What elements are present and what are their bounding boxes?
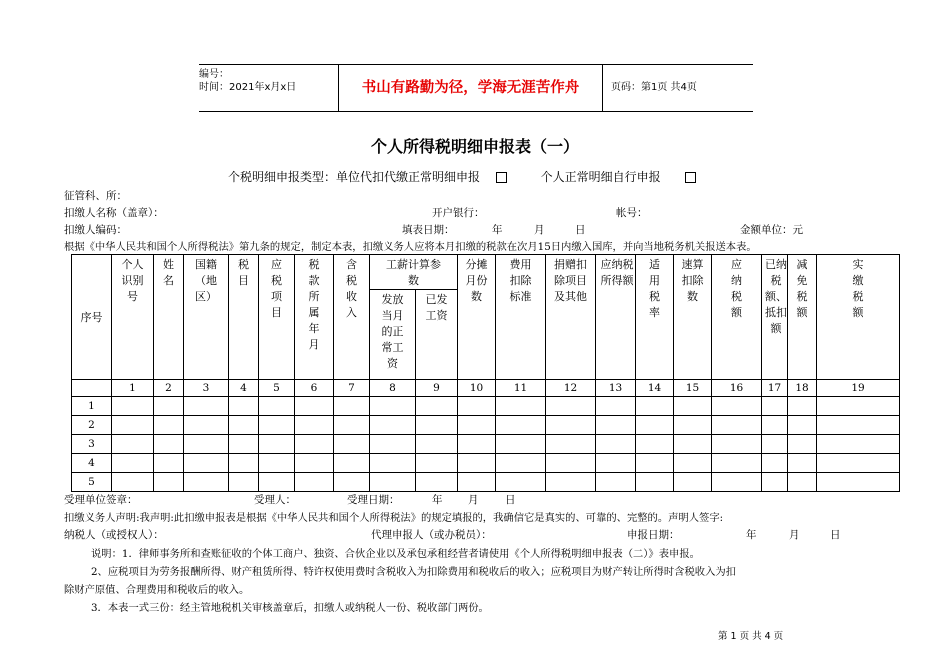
table-cell[interactable] [712,397,762,416]
table-cell[interactable] [229,454,259,473]
col-number: 17 [762,380,788,397]
declaration-table [71,254,900,492]
col-header-6: 税款所属年月 [295,255,334,380]
table-cell[interactable] [817,454,900,473]
table-cell[interactable] [788,454,817,473]
col-number-blank [72,380,112,397]
table-cell[interactable] [636,435,674,454]
accept-date-month: 月 [468,494,479,506]
note-3: 3．本表一式三份：经主管地税机关审核盖章后，扣缴人或纳税人一份、税收部门两份。 [91,602,489,614]
col-number: 13 [596,380,636,397]
col-number: 1 [112,380,154,397]
withholder-code-label: 扣缴人编码： [64,224,127,236]
table-cell[interactable] [184,454,229,473]
table-cell[interactable] [334,473,370,492]
fill-date-year: 年 [492,224,503,236]
withholder-name-label: 扣缴人名称（盖章）： [64,207,164,219]
table-cell[interactable] [416,416,458,435]
page-footer: 第 1 页 共 4 页 [718,631,784,642]
table-row [72,397,900,416]
table-cell[interactable] [712,416,762,435]
table-cell[interactable] [496,435,546,454]
table-cell[interactable] [295,473,334,492]
table-cell[interactable] [416,435,458,454]
taxpayer-label: 纳税人（或授权人）： [64,529,164,541]
table-cell[interactable] [259,397,295,416]
col-header-10: 分摊月份数 [458,255,496,380]
table-cell[interactable] [458,435,496,454]
table-cell[interactable] [112,454,154,473]
col-number: 14 [636,380,674,397]
fill-date-label: 填表日期： [402,224,455,236]
col-header-13: 应纳税所得额 [596,255,636,380]
col-number: 15 [674,380,712,397]
table-cell[interactable] [596,397,636,416]
table-cell[interactable] [259,454,295,473]
table-cell[interactable] [762,454,788,473]
table-cell[interactable] [370,435,416,454]
col-header-18: 减免税额 [788,255,817,380]
table-cell[interactable] [817,397,900,416]
amount-unit: 金额单位：元 [740,224,803,236]
col-header-9: 已发工资 [416,290,458,380]
table-cell[interactable] [496,397,546,416]
table-cell[interactable] [546,416,596,435]
column-number-row [72,380,900,397]
table-cell[interactable] [788,435,817,454]
note-1: 说明：1．律师事务所和查账征收的个体工商户、独资、合伙企业以及承包承租经营者请使用《个人所得税明细申报表（二）》表申报。 [91,548,700,560]
table-cell[interactable] [712,435,762,454]
col-number: 10 [458,380,496,397]
col-number: 16 [712,380,762,397]
table-cell[interactable] [259,435,295,454]
table-cell[interactable] [817,416,900,435]
col-header-5: 应税项目 [259,255,295,380]
table-cell[interactable] [259,416,295,435]
tax-office-label: 征管科、所： [64,190,127,202]
agent-label: 代理申报人（或办税员）： [371,529,492,541]
table-cell[interactable] [112,397,154,416]
col-number: 4 [229,380,259,397]
col-number: 18 [788,380,817,397]
declare-date-day: 日 [830,529,841,541]
col-number: 7 [334,380,370,397]
motto: 书山有路勤为径，学海无涯苦作舟 [338,65,603,111]
table-cell[interactable] [762,435,788,454]
accept-unit-label: 受理单位签章： [64,494,138,506]
table-cell[interactable] [229,473,259,492]
table-cell[interactable] [636,454,674,473]
table-cell[interactable] [788,473,817,492]
header-meta [199,65,338,114]
table-cell[interactable] [229,416,259,435]
table-cell[interactable] [295,435,334,454]
col-header-11: 费用扣除标准 [496,255,546,380]
col-header-19: 实缴税额 [817,255,900,380]
bank-label: 开户银行： [432,207,485,219]
acceptor-label: 受理人： [254,494,296,506]
document-header [199,64,753,112]
serial-label: 编号： [199,69,229,80]
table-cell[interactable] [674,473,712,492]
table-cell[interactable] [259,473,295,492]
col-number: 3 [184,380,229,397]
table-cell[interactable] [112,416,154,435]
table-cell[interactable] [154,416,184,435]
table-cell[interactable] [596,473,636,492]
table-cell[interactable] [636,473,674,492]
table-row [72,435,900,454]
legal-basis: 根据《中华人民共和国个人所得税法》第九条的规定，制定本表，扣缴义务人应将本月扣缴的税款在次月15日内缴入国库，并向当地税务机关报送本表。 [64,241,757,253]
col-header-17: 已纳税额、抵扣额 [762,255,788,380]
col-number: 9 [416,380,458,397]
table-cell[interactable] [546,454,596,473]
table-cell[interactable] [184,416,229,435]
table-cell[interactable] [674,454,712,473]
table-cell[interactable] [458,454,496,473]
row-number: 3 [72,435,112,454]
table-cell[interactable] [596,435,636,454]
table-cell[interactable] [334,435,370,454]
table-cell[interactable] [334,416,370,435]
col-header-12: 捐赠扣除项目及其他 [546,255,596,380]
fill-date-month: 月 [534,224,545,236]
table-row [72,473,900,492]
table-cell[interactable] [496,416,546,435]
table-cell[interactable] [295,454,334,473]
checkbox-unit-withholding[interactable] [496,172,507,183]
declare-date-month: 月 [789,529,800,541]
col-header-15: 速算扣除数 [674,255,712,380]
row-number: 2 [72,416,112,435]
table-cell[interactable] [184,397,229,416]
table-row [72,416,900,435]
col-number: 19 [817,380,900,397]
table-cell[interactable] [370,416,416,435]
table-cell[interactable] [295,416,334,435]
col-header-3: 国籍（地区） [184,255,229,380]
col-number: 5 [259,380,295,397]
table-cell[interactable] [458,397,496,416]
col-header-16: 应纳税额 [712,255,762,380]
table-cell[interactable] [496,454,546,473]
declare-date-label: 申报日期： [627,529,680,541]
table-cell[interactable] [112,435,154,454]
accept-date-year: 年 [432,494,443,506]
table-cell[interactable] [636,416,674,435]
table-cell[interactable] [458,416,496,435]
table-cell[interactable] [458,473,496,492]
table-cell[interactable] [334,397,370,416]
note-2: 2、应税项目为劳务报酬所得、财产租赁所得、特许权使用费时含税收入为扣除费用和税收后的收入；应税项目为财产转让所得时含税收入为扣 [91,566,736,578]
col-number: 8 [370,380,416,397]
table-cell[interactable] [295,397,334,416]
row-number: 1 [72,397,112,416]
col-header-4: 税目 [229,255,259,380]
page-indicator: 页码：第1页 共4页 [611,82,697,93]
col-header-8: 发放当月的正常工资 [370,290,416,380]
table-cell[interactable] [636,397,674,416]
table-cell[interactable] [596,416,636,435]
row-number: 4 [72,454,112,473]
table-cell[interactable] [788,416,817,435]
table-cell[interactable] [184,473,229,492]
table-cell[interactable] [762,416,788,435]
table-cell[interactable] [817,435,900,454]
checkbox-self-declare[interactable] [685,172,696,183]
table-cell[interactable] [674,416,712,435]
table-cell[interactable] [762,397,788,416]
col-number: 11 [496,380,546,397]
table-row [72,454,900,473]
table-cell[interactable] [674,397,712,416]
col-header-7: 含税收入 [334,255,370,380]
declare-type-line [228,168,698,185]
account-label: 帐号： [616,207,648,219]
col-header-8-group: 工薪计算参数 [370,255,458,290]
table-cell[interactable] [370,473,416,492]
col-number: 6 [295,380,334,397]
form-title: 个人所得税明细申报表（一） [370,137,579,156]
table-cell[interactable] [334,454,370,473]
table-cell[interactable] [154,435,184,454]
table-cell[interactable] [596,454,636,473]
table-cell[interactable] [788,397,817,416]
col-number: 12 [546,380,596,397]
table-cell[interactable] [112,473,154,492]
declare-date-year: 年 [746,529,757,541]
accept-date-day: 日 [505,494,516,506]
withholder-declaration: 扣缴义务人声明:我声明:此扣缴申报表是根据《中华人民共和国个人所得税法》的规定填报的，我确信它是真实的、可靠的、完整的。声明人签字: [64,512,724,524]
table-cell[interactable] [674,435,712,454]
col-header-14: 适用税率 [636,255,674,380]
table-cell[interactable] [184,435,229,454]
table-cell[interactable] [154,473,184,492]
declare-type-label: 个税明细申报类型：单位代扣代缴正常明细申报 [228,170,481,184]
row-number: 5 [72,473,112,492]
note-2-continued: 除财产原值、合理费用和税收后的收入。 [64,584,250,596]
table-cell[interactable] [154,397,184,416]
table-cell[interactable] [712,454,762,473]
table-cell[interactable] [370,454,416,473]
col-seq-header: 序号 [72,255,112,380]
table-cell[interactable] [817,473,900,492]
table-cell[interactable] [416,397,458,416]
table-cell[interactable] [762,473,788,492]
table-cell[interactable] [712,473,762,492]
table-cell[interactable] [416,473,458,492]
table-cell[interactable] [496,473,546,492]
time-label: 时间：2021年x月x日 [199,82,297,93]
col-header-1: 个人识别号 [112,255,154,380]
accept-date-label: 受理日期： [347,494,400,506]
table-cell[interactable] [370,397,416,416]
table-cell[interactable] [546,397,596,416]
table-cell[interactable] [546,473,596,492]
table-cell[interactable] [229,397,259,416]
fill-date-day: 日 [575,224,586,236]
table-cell[interactable] [229,435,259,454]
table-cell[interactable] [416,454,458,473]
col-header-2: 姓名 [154,255,184,380]
table-cell[interactable] [546,435,596,454]
col-number: 2 [154,380,184,397]
declare-type-option2: 个人正常明细自行申报 [540,170,661,184]
table-cell[interactable] [154,454,184,473]
